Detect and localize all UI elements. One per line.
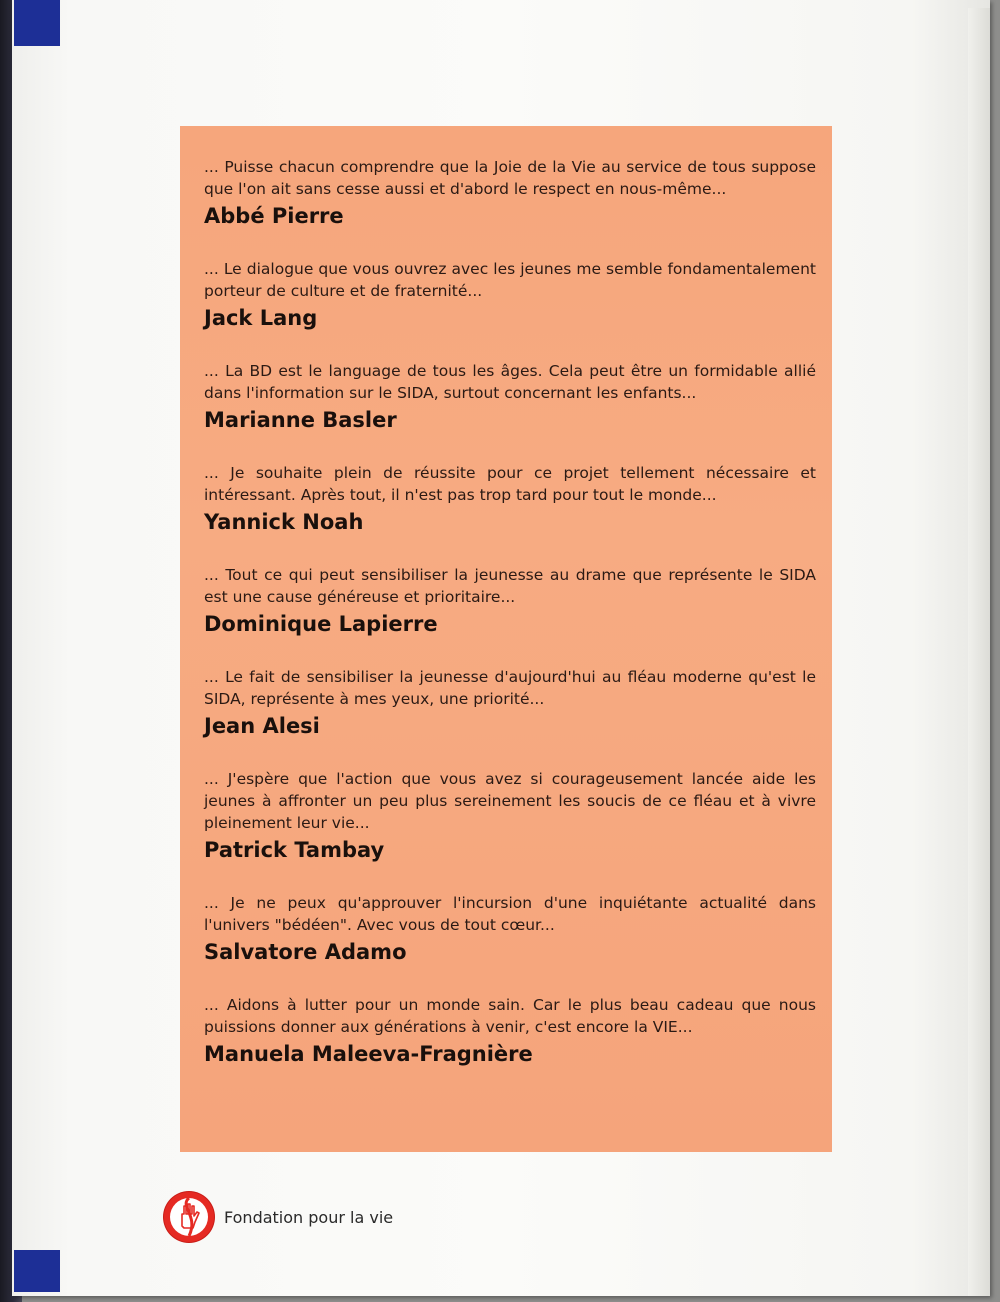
quote-author: Manuela Maleeva-Fragnière	[204, 1042, 533, 1066]
quote-text: ... Le fait de sensibiliser la jeunesse d'aujourd'hui au fléau moderne qu'est le SIDA, représente à mes yeux, une priorité...	[204, 668, 816, 708]
quote-author: Jack Lang	[204, 306, 318, 330]
cover-edge	[968, 8, 990, 1296]
quote-author: Abbé Pierre	[204, 204, 344, 228]
quote-block	[204, 892, 816, 966]
foundation-footer	[164, 1192, 393, 1242]
quote-panel	[180, 126, 832, 1152]
quote-author: Salvatore Adamo	[204, 940, 407, 964]
quote-text: ... La BD est le language de tous les âges. Cela peut être un formidable allié dans l'information sur le SIDA, surtout concernant les enfants...	[204, 362, 816, 402]
quote-block	[204, 994, 816, 1068]
quote-block	[204, 666, 816, 740]
quote-block	[204, 360, 816, 434]
quote-block	[204, 156, 816, 230]
hand-logo-icon	[164, 1192, 214, 1242]
quote-block	[204, 258, 816, 332]
quote-text: ... Je ne peux qu'approuver l'incursion d'une inquiétante actualité dans l'univers "bédéen". Avec vous de tout cœur...	[204, 894, 816, 934]
quote-author: Marianne Basler	[204, 408, 397, 432]
corner-tab-top	[14, 0, 60, 46]
quote-text: ... Le dialogue que vous ouvrez avec les jeunes me semble fondamentalement porteur de culture et de fraternité...	[204, 260, 816, 300]
quote-author: Jean Alesi	[204, 714, 320, 738]
foundation-name: Fondation pour la vie	[224, 1207, 394, 1227]
quote-block	[204, 564, 816, 638]
quote-author: Dominique Lapierre	[204, 612, 438, 636]
quote-author: Patrick Tambay	[204, 838, 385, 862]
quote-text: ... Puisse chacun comprendre que la Joie de la Vie au service de tous suppose que l'on ait sans cesse aussi et d'abord le respect en nous-même...	[204, 158, 816, 198]
quote-text: ... J'espère que l'action que vous avez si courageusement lancée aide les jeunes à affronter un peu plus sereinement les soucis de ce fléau et à vivre pleinement leur vie...	[204, 770, 816, 832]
quote-block	[204, 462, 816, 536]
quote-author: Yannick Noah	[204, 510, 364, 534]
quote-block	[204, 768, 816, 864]
quote-text: ... Je souhaite plein de réussite pour ce projet tellement nécessaire et intéressant. Après tout, il n'est pas trop tard pour tout le monde...	[204, 464, 816, 504]
quote-text: ... Tout ce qui peut sensibiliser la jeunesse au drame que représente le SIDA est une cause généreuse et prioritaire...	[204, 566, 816, 606]
corner-tab-bottom	[14, 1250, 60, 1292]
quote-text: ... Aidons à lutter pour un monde sain. Car le plus beau cadeau que nous puissions donner aux générations à venir, c'est encore la VIE...	[204, 996, 816, 1036]
